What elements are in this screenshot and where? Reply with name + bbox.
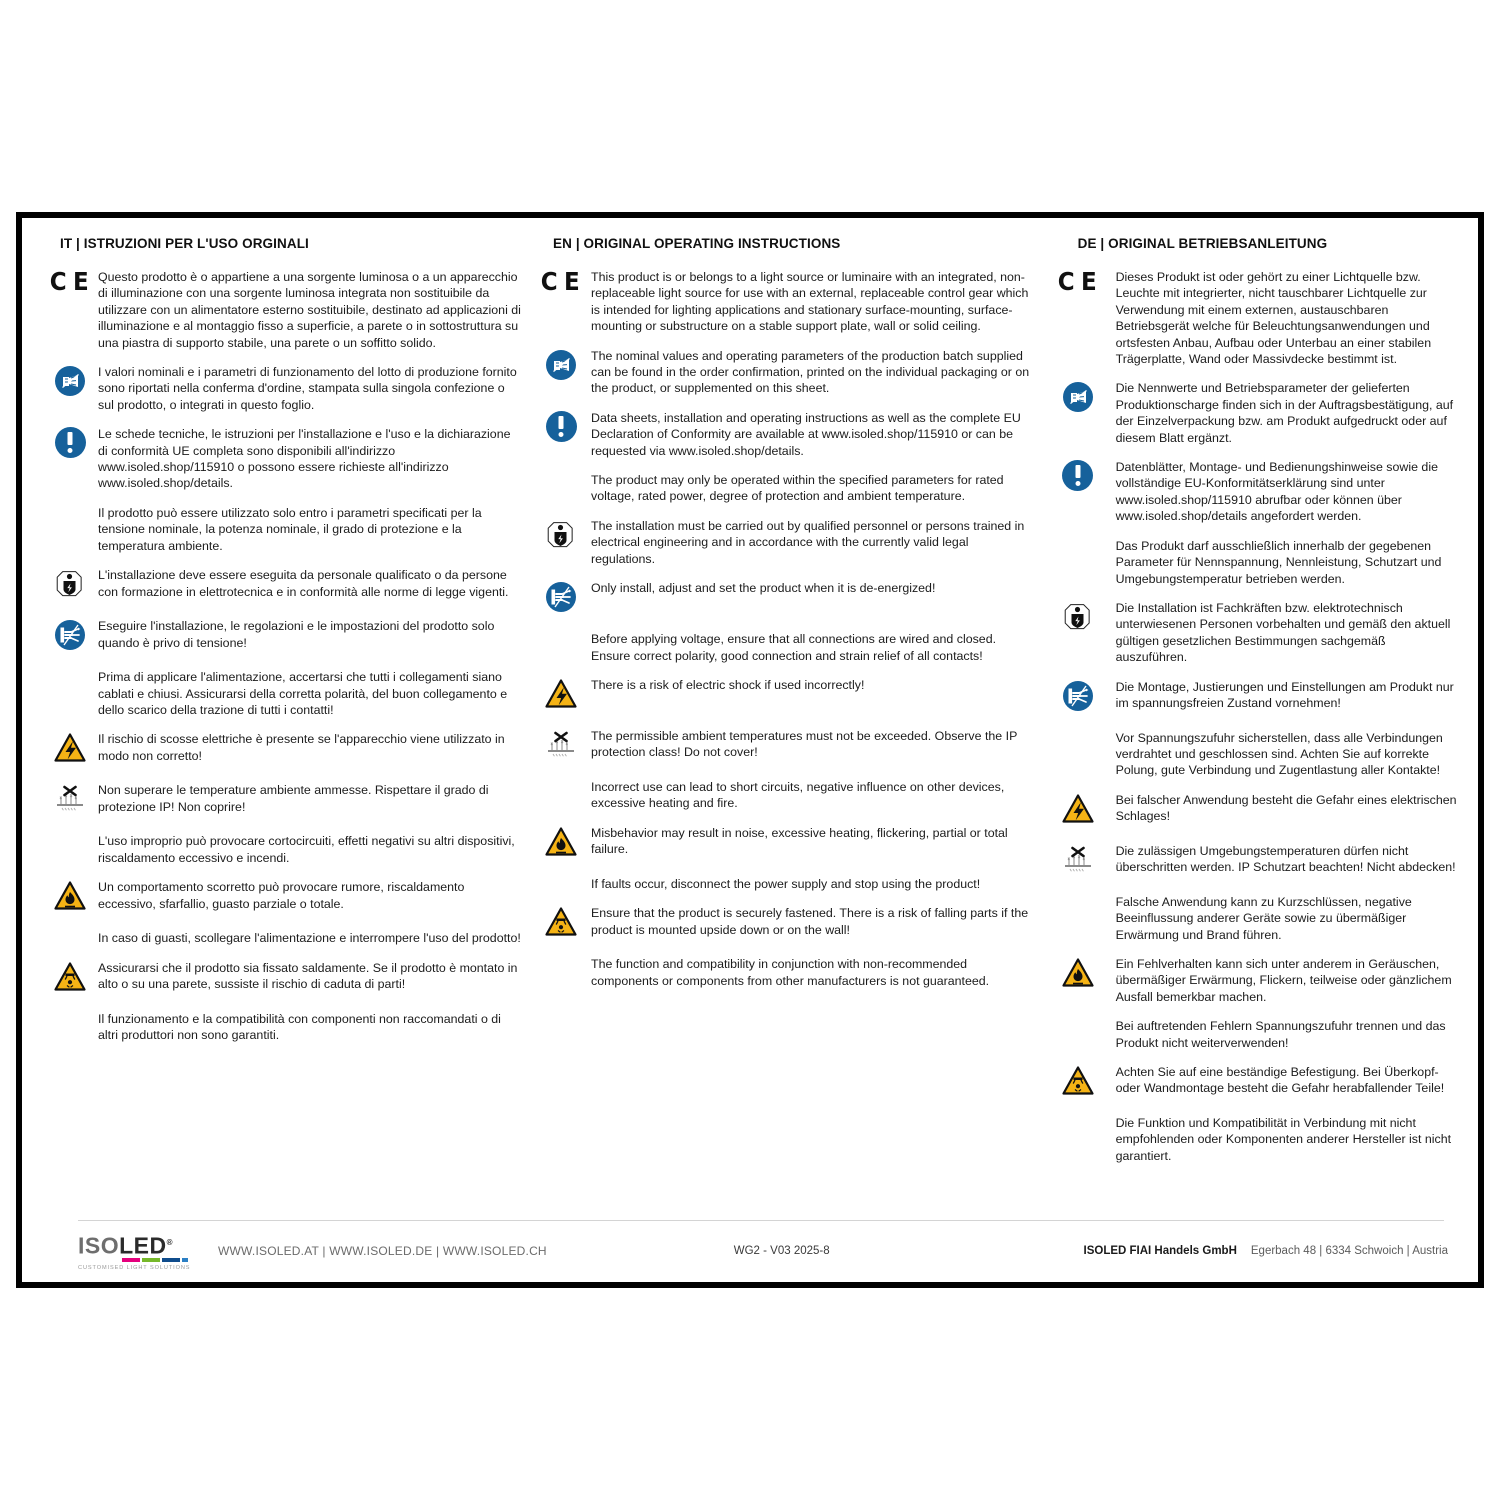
instruction-block — [42, 567, 521, 605]
instruction-text: I valori nominali e i parametri di funzionamento del lotto di produzione fornito sono riportati nella conferma d'ordine, stampata sulla singola confezione o sul prodotto, o integrati in questo foglio. — [98, 365, 517, 412]
column-heading-it: IT | ISTRUZIONI PER L'USO ORGINALI — [60, 236, 309, 251]
instruction-icon-cell — [531, 779, 591, 780]
instruction-block — [42, 833, 521, 866]
fire-warning-icon — [1062, 957, 1094, 994]
instruction-icon-cell — [1040, 956, 1116, 994]
instruction-icon-cell — [1040, 792, 1116, 830]
instruction-text: Die Installation ist Fachkräften bzw. elektrotechnisch unterwiesenen Personen vorbehalten und gemäß den aktuell gültigen gesetzlichen Bestimmungen sachgemäß auszuführen. — [1115, 600, 1451, 665]
disconnect-power-icon — [545, 581, 577, 613]
logo-wordmark — [78, 1231, 173, 1258]
instruction-sheet — [16, 212, 1484, 1288]
instruction-block — [531, 779, 1030, 812]
column-heading-de: DE | ORIGINAL BETRIEBSANLEITUNG — [1077, 236, 1328, 251]
instruction-block — [1040, 792, 1458, 830]
electric-shock-warning-icon — [54, 732, 86, 769]
instruction-icon-cell — [531, 728, 591, 766]
instruction-icon-cell — [42, 960, 98, 998]
do-not-cover-icon — [54, 783, 86, 815]
instruction-block — [531, 728, 1030, 766]
instruction-icon-cell — [531, 825, 591, 863]
instruction-text: L'installazione deve essere eseguita da personale qualificato o da persone con formazione in elettrotecnica e in conformità alle norme di legge vigenti. — [98, 568, 509, 599]
instruction-text: The function and compatibility in conjunction with non-recommended components or components from other manufacturers is not guaranteed. — [591, 957, 990, 988]
logo-bar-pink — [122, 1258, 140, 1262]
instruction-text: Assicurarsi che il prodotto sia fissato saldamente. Se il prodotto è montato in alto o su una parete, sussiste il rischio di caduta di parti! — [98, 960, 518, 991]
read-instructions-icon — [1062, 381, 1094, 413]
instruction-icon-cell — [1040, 380, 1116, 418]
do-not-cover-icon — [1062, 844, 1094, 876]
read-instructions-icon — [1062, 381, 1094, 418]
instruction-text: The nominal values and operating parameters of the production batch supplied can be found in the order confirmation, printed on the individual packaging or on the product, or supplemented on this sheet. — [591, 348, 1030, 396]
blocks-italian — [42, 269, 521, 1043]
instruction-text: Datenblätter, Montage- und Bedienungshinweise sowie die vollständige EU-Konformitätserklärung sind unter www.isoled.shop/115910 abrufbar oder können über www.isoled.shop/details angefordert werden. — [1115, 460, 1438, 524]
qualified-electrician-icon — [1062, 601, 1094, 638]
instruction-block — [42, 269, 521, 351]
instruction-text: Incorrect use can lead to short circuits, negative influence on other devices, excessive heating and fire. — [591, 779, 1005, 811]
mandatory-notice-icon — [55, 427, 86, 458]
instruction-block — [42, 879, 521, 917]
instruction-icon-cell — [42, 833, 98, 834]
blocks-english — [531, 269, 1030, 989]
instruction-icon-cell — [531, 348, 591, 386]
instruction-icon-cell — [42, 364, 98, 402]
instruction-block — [1040, 269, 1458, 367]
instruction-block — [1040, 1018, 1458, 1051]
instruction-block — [42, 930, 521, 946]
instruction-text: Questo prodotto è o appartiene a una sorgente luminosa o a un apparecchio di illuminazione con una sorgente luminosa integrata non sostituibile da utilizzare con un alimentatore esterno sostituibile, destinato ad applicazioni di illuminazione e al montaggio fisso a superficie, a parete o in sottostruttura su una piastra di supporto stabile, una parete o un soffitto solido. — [98, 270, 521, 350]
instruction-icon-cell — [531, 410, 591, 442]
logo-led-text: LED — [119, 1232, 167, 1259]
logo-bar-green — [142, 1258, 160, 1262]
instruction-icon-cell — [42, 618, 98, 656]
exclamation-dot — [1075, 481, 1080, 486]
mandatory-notice-icon — [546, 411, 577, 442]
instruction-icon-cell — [1040, 1115, 1116, 1116]
blocks-german — [1040, 269, 1458, 1164]
instruction-icon-cell — [531, 631, 591, 632]
instruction-icon-cell — [42, 567, 98, 605]
footer-revision: WG2 - V03 2025-8 — [733, 1245, 830, 1257]
instruction-text: The installation must be carried out by qualified personnel or persons trained in electrical engineering and in accordance with the currently valid legal regulations. — [591, 518, 1025, 566]
instruction-text: Ein Fehlverhalten kann sich unter anderem in Geräuschen, übermäßiger Erwärmung, Flickern, teilweise oder gänzlichem Ausfall bemerkbar machen. — [1115, 956, 1452, 1004]
instruction-icon-cell — [42, 879, 98, 917]
logo-bar-blue-light — [182, 1258, 188, 1262]
instruction-block — [531, 518, 1030, 567]
instruction-text: Das Produkt darf ausschließlich innerhalb der gegebenen Parameter für Nennspannung, Nennleistung, Schutzart und Umgebungstemperatur betrieben werden. — [1115, 538, 1442, 586]
footer-company-name: ISOLED FIAI Handels GmbH — [1083, 1245, 1237, 1257]
instruction-icon-cell — [1040, 894, 1116, 895]
electric-shock-warning-icon — [545, 678, 577, 710]
instruction-icon-cell — [42, 426, 98, 458]
falling-parts-warning-icon — [54, 961, 86, 998]
logo-iso-text: ISO — [78, 1232, 120, 1259]
fire-warning-icon — [545, 826, 577, 858]
instruction-block — [1040, 956, 1458, 1005]
isoled-logo — [78, 1231, 194, 1272]
falling-parts-warning-icon — [1062, 1065, 1094, 1102]
instruction-text: Bei auftretenden Fehlern Spannungszufuhr trennen und das Produkt nicht weiterverwenden! — [1115, 1019, 1446, 1050]
instruction-icon-cell — [531, 677, 591, 715]
qualified-electrician-icon — [545, 519, 577, 551]
disconnect-power-icon — [1062, 680, 1094, 717]
column-heading-en: EN | ORIGINAL OPERATING INSTRUCTIONS — [553, 236, 841, 251]
falling-parts-warning-icon — [1062, 1065, 1094, 1097]
sheet-footer — [22, 1220, 1478, 1282]
instruction-icon-cell — [1040, 730, 1116, 731]
mandatory-notice-icon — [1062, 460, 1093, 491]
instruction-icon-cell — [1040, 679, 1116, 717]
instruction-icon-cell — [531, 580, 591, 618]
instruction-block — [42, 426, 521, 492]
column-italian — [42, 236, 531, 1218]
instruction-text: Die zulässigen Umgebungstemperaturen dürfen nicht überschritten werden. IP Schutzart beachten! Nicht abdecken! — [1115, 843, 1456, 875]
instruction-block — [1040, 730, 1458, 779]
instruction-icon-cell — [1040, 600, 1116, 638]
fire-warning-icon — [54, 880, 86, 917]
logo-bar-blue — [162, 1258, 180, 1262]
instruction-icon-cell — [531, 905, 591, 943]
instruction-block — [531, 631, 1030, 664]
instruction-text: Il rischio di scosse elettriche è presente se l'apparecchio viene utilizzato in modo non corretto! — [98, 732, 505, 763]
footer-websites: WWW.ISOLED.AT | WWW.ISOLED.DE | WWW.ISOLED.CH — [218, 1244, 547, 1258]
instruction-icon-cell — [1040, 1064, 1116, 1102]
logo-tagline: CUSTOMISED LIGHT SOLUTIONS — [78, 1265, 191, 1272]
instruction-block — [42, 960, 521, 998]
ce-mark-icon: C E — [1057, 267, 1098, 296]
instruction-icon-cell — [531, 876, 591, 877]
instruction-block — [42, 364, 521, 413]
instruction-text: The product may only be operated within the specified parameters for rated voltage, rated power, degree of protection and ambient temperature. — [591, 473, 1004, 504]
instruction-block — [1040, 679, 1458, 717]
ce-mark-icon: C E — [50, 267, 90, 296]
instruction-icon-cell — [1040, 459, 1116, 491]
instruction-block — [1040, 1115, 1458, 1164]
instruction-block — [42, 731, 521, 769]
instruction-text: Falsche Anwendung kann zu Kurzschlüssen, negative Beeinflussung anderer Geräte sowie zu übermäßiger Erwärmung und Brand führen. — [1115, 894, 1412, 942]
instruction-icon-cell — [1040, 843, 1116, 881]
instruction-icon-cell — [42, 505, 98, 506]
read-instructions-icon — [545, 349, 577, 386]
instruction-text: Non superare le temperature ambiente ammesse. Rispettare il grado di protezione IP! Non coprire! — [98, 783, 489, 814]
instruction-icon-cell — [42, 269, 98, 294]
instruction-block — [531, 269, 1030, 335]
qualified-electrician-icon — [54, 568, 86, 605]
do-not-cover-icon — [54, 783, 86, 820]
disconnect-power-icon — [54, 619, 86, 656]
ce-mark-icon: C E — [541, 267, 581, 296]
instruction-text: This product is or belongs to a light source or luminaire with an integrated, non-replaceable light source for use with an external, replaceable control gear which is intended for lighting applications and stationary surface-mounting, surface-mounting or substructure on a stable support plate, wall or solid ceiling. — [591, 270, 1029, 334]
instruction-text: Only install, adjust and set the product when it is de-energized! — [591, 581, 936, 596]
instruction-icon-cell — [1040, 269, 1116, 294]
instruction-text: Vor Spannungszufuhr sicherstellen, dass alle Verbindungen verdrahtet und geschlossen sind. Achten Sie auf korrekte Polung, gute Verbindung und Zugentlastung aller Kontakte! — [1115, 730, 1443, 778]
qualified-electrician-icon — [1062, 601, 1094, 633]
instruction-block — [531, 580, 1030, 618]
logo-color-bars — [122, 1258, 188, 1262]
instruction-block — [531, 905, 1030, 943]
fire-warning-icon — [54, 880, 86, 912]
do-not-cover-icon — [545, 729, 577, 766]
instruction-block — [531, 410, 1030, 459]
instruction-text: The permissible ambient temperatures must not be exceeded. Observe the IP protection class! Do not cover! — [591, 728, 1018, 760]
instruction-icon-cell — [531, 269, 591, 294]
instruction-block — [531, 876, 1030, 892]
instruction-icon-cell — [42, 669, 98, 670]
instruction-text: Il funzionamento e la compatibilità con componenti non raccomandati o di altri produttori non sono garantiti. — [98, 1011, 501, 1042]
instruction-block — [42, 505, 521, 554]
instruction-block — [42, 782, 521, 820]
instruction-block — [1040, 843, 1458, 881]
qualified-electrician-icon — [545, 519, 577, 556]
falling-parts-warning-icon — [545, 906, 577, 938]
instruction-text: Achten Sie auf eine beständige Befestigung. Bei Überkopf- oder Wandmontage besteht die Gefahr herabfallender Teile! — [1115, 1065, 1445, 1096]
instruction-block — [531, 825, 1030, 863]
exclamation-bar — [1075, 465, 1080, 478]
instruction-text: Il prodotto può essere utilizzato solo entro i parametri specificati per la tensione nominale, la potenza nominale, il grado di protezione e la temperatura ambiente. — [98, 505, 482, 553]
disconnect-power-icon — [1062, 680, 1094, 712]
instruction-block — [1040, 538, 1458, 587]
instruction-block — [531, 956, 1030, 989]
fire-warning-icon — [1062, 957, 1094, 989]
electric-shock-warning-icon — [1062, 793, 1094, 830]
instruction-icon-cell — [42, 731, 98, 769]
instruction-text: L'uso improprio può provocare cortocircuiti, effetti negativi su altri dispositivi, riscaldamento eccessivo e incendi. — [98, 834, 515, 865]
instruction-block — [531, 348, 1030, 397]
instruction-text: Un comportamento scorretto può provocare rumore, riscaldamento eccessivo, sfarfallio, guasto parziale o totale. — [98, 880, 465, 911]
instruction-text: Bei falscher Anwendung besteht die Gefahr eines elektrischen Schlages! — [1115, 792, 1457, 824]
qualified-electrician-icon — [54, 568, 86, 600]
instruction-block — [1040, 894, 1458, 943]
instruction-text: Data sheets, installation and operating instructions as well as the complete EU Declaration of Conformity are available at www.isoled.shop/115910 or can be requested via www.isoled.shop/details. — [591, 410, 1021, 458]
electric-shock-warning-icon — [545, 678, 577, 715]
falling-parts-warning-icon — [545, 906, 577, 943]
instruction-text: Before applying voltage, ensure that all connections are wired and closed. Ensure correct polarity, good connection and strain relief of all contacts! — [591, 632, 997, 663]
instruction-block — [531, 472, 1030, 505]
instruction-text: Misbehavior may result in noise, excessive heating, flickering, partial or total failure. — [591, 825, 1008, 857]
instruction-icon-cell — [42, 782, 98, 820]
instruction-text: Le schede tecniche, le istruzioni per l'installazione e l'uso e la dichiarazione di conformità UE completa sono disponibili all'indirizzo www.isoled.shop/115910 o possono essere richieste all'indirizzo www.isoled.shop/details. — [98, 427, 511, 491]
do-not-cover-icon — [545, 729, 577, 761]
column-german — [1040, 236, 1458, 1218]
exclamation-dot — [559, 432, 564, 437]
instruction-block — [42, 1011, 521, 1044]
exclamation-dot — [68, 448, 73, 453]
language-columns — [22, 218, 1478, 1218]
instruction-block — [42, 669, 521, 718]
logo-trademark: ® — [166, 1237, 174, 1247]
instruction-text: In caso di guasti, scollegare l'alimentazione e interrompere l'uso del prodotto! — [98, 931, 521, 946]
read-instructions-icon — [54, 365, 86, 402]
instruction-block — [1040, 380, 1458, 446]
footer-company-address: Egerbach 48 | 6334 Schwoich | Austria — [1250, 1245, 1448, 1257]
fire-warning-icon — [545, 826, 577, 863]
instruction-text: Prima di applicare l'alimentazione, accertarsi che tutti i collegamenti siano cablati e chiusi. Assicurarsi della corretta polarità, del buon collegamento e dello scarico della trazione di tutti i contatti! — [98, 670, 508, 717]
read-instructions-icon — [54, 365, 86, 397]
instruction-icon-cell — [1040, 1018, 1116, 1019]
disconnect-power-icon — [54, 619, 86, 651]
instruction-block — [1040, 1064, 1458, 1102]
instruction-icon-cell — [42, 1011, 98, 1012]
falling-parts-warning-icon — [54, 961, 86, 993]
exclamation-bar — [68, 432, 73, 445]
electric-shock-warning-icon — [54, 732, 86, 764]
instruction-text: Ensure that the product is securely fastened. There is a risk of falling parts if the product is mounted upside down or on the wall! — [591, 906, 1029, 937]
instruction-text: Dieses Produkt ist oder gehört zu einer Lichtquelle bzw. Leuchte mit integrierter, nicht tauschbarer Lichtquelle zur Verwendung mit einem externen, austauschbaren Betriebsgerät welche für Beleuchtungsanwendungen und ortsfesten Anbau, Aufbau oder Unterbau an einer stabilen Trägerplatte, Wand oder Massivdecke bestimmt ist. — [1115, 270, 1432, 367]
instruction-icon-cell — [531, 956, 591, 957]
instruction-text: If faults occur, disconnect the power supply and stop using the product! — [591, 876, 981, 891]
instruction-block — [1040, 459, 1458, 525]
instruction-text: There is a risk of electric shock if used incorrectly! — [591, 677, 865, 692]
disconnect-power-icon — [545, 581, 577, 618]
instruction-block — [42, 618, 521, 656]
column-english — [531, 236, 1040, 1218]
instruction-icon-cell — [531, 518, 591, 556]
instruction-block — [1040, 600, 1458, 666]
read-instructions-icon — [545, 349, 577, 381]
instruction-text: Die Montage, Justierungen und Einstellungen am Produkt nur im spannungsfreien Zustand vornehmen! — [1115, 679, 1454, 710]
do-not-cover-icon — [1062, 844, 1094, 881]
exclamation-bar — [559, 416, 564, 429]
instruction-icon-cell — [42, 930, 98, 931]
instruction-block — [531, 677, 1030, 715]
instruction-text: Die Funktion und Kompatibilität in Verbindung mit nicht empfohlenden oder Komponenten anderer Hersteller ist nicht garantiert. — [1115, 1116, 1452, 1163]
instruction-text: Die Nennwerte und Betriebsparameter der gelieferten Produktionscharge finden sich in der Auftragsbestätigung, auf der Einzelverpackung bzw. am Produkt aufgedruckt oder auf diesem Blatt ergänzt. — [1115, 381, 1454, 445]
instruction-icon-cell — [1040, 538, 1116, 539]
footer-divider — [78, 1220, 1444, 1221]
electric-shock-warning-icon — [1062, 793, 1094, 825]
instruction-icon-cell — [531, 472, 591, 473]
instruction-text: Eseguire l'installazione, le regolazioni e le impostazioni del prodotto solo quando è privo di tensione! — [98, 619, 495, 650]
